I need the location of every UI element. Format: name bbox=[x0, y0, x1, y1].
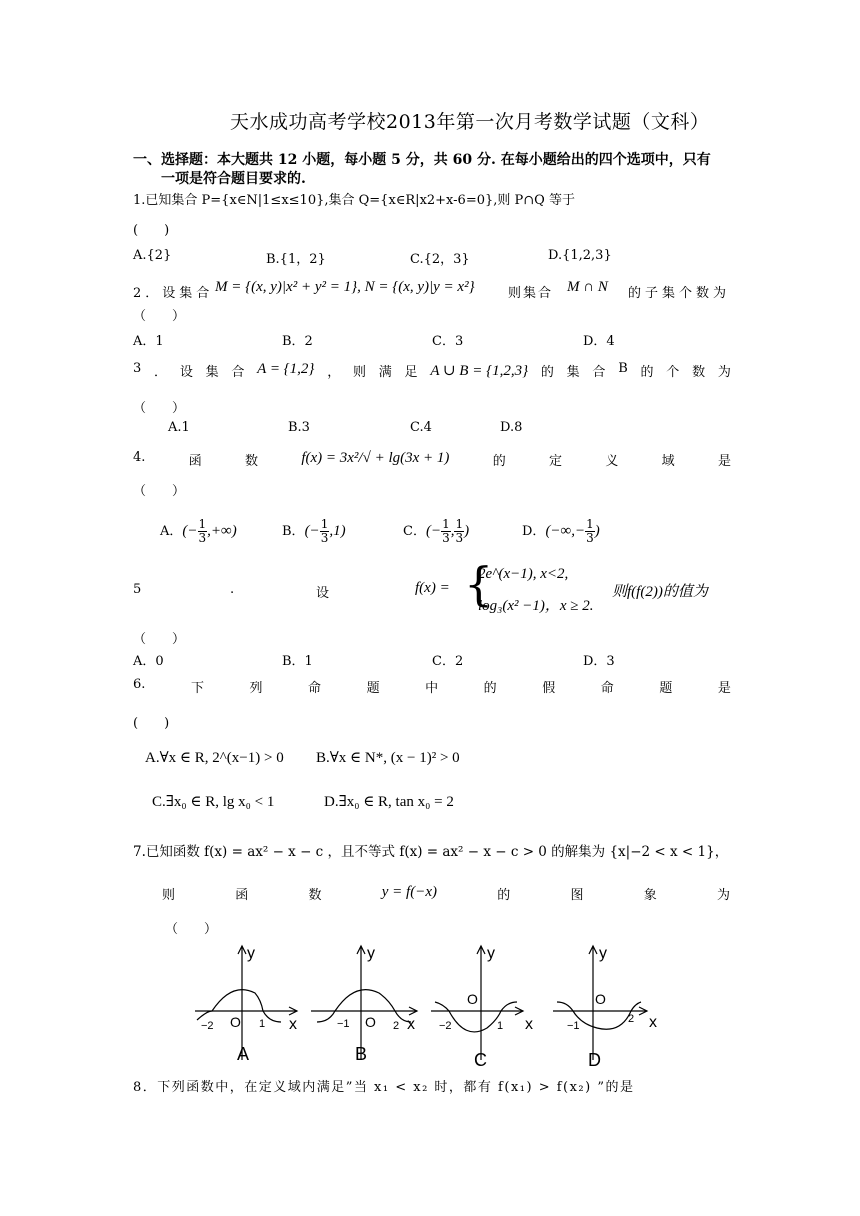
q4-option-math: ) bbox=[594, 523, 600, 539]
graph-d-tick: −1 bbox=[567, 1020, 580, 1032]
q6-word: 是 bbox=[717, 681, 731, 696]
q2-option-a: A．1 bbox=[133, 334, 164, 349]
q5-fx: f(x) = bbox=[415, 580, 450, 596]
q4-option-label: C． bbox=[403, 524, 426, 539]
q5-case-2: log₃(x² −1)，x ≥ 2. bbox=[478, 598, 594, 614]
q4-option-math: ) bbox=[464, 523, 470, 539]
q7-word: 图 bbox=[570, 888, 584, 903]
graph-b-origin-label: O bbox=[365, 1014, 376, 1030]
graph-a-letter: A bbox=[237, 1044, 250, 1064]
q3-word: 集 bbox=[566, 365, 580, 380]
q6-stem bbox=[133, 677, 731, 696]
graph-d-tick: 2 bbox=[628, 1013, 635, 1025]
q2-stem-mid: 则集合 bbox=[508, 286, 554, 301]
q7-stem-2 bbox=[162, 884, 730, 903]
graph-b-curve bbox=[317, 990, 411, 1022]
fraction-numerator: 1 bbox=[455, 517, 464, 531]
q3-word: ， bbox=[327, 365, 341, 380]
q8-stem: 8．下列函数中，在定义域内满足”当 x₁ < x₂ 时，都有 f(x₁) > f(x₂) ”的是 bbox=[133, 1080, 635, 1095]
q3-word: 为 bbox=[717, 365, 731, 380]
q1-option-c: C.{2，3} bbox=[410, 252, 470, 267]
fraction-denominator: 3 bbox=[586, 531, 594, 545]
fraction-numerator: 1 bbox=[442, 517, 450, 531]
q4-option-a bbox=[160, 518, 237, 545]
graph-d-origin-label: O bbox=[595, 991, 606, 1007]
graph-a-origin-label: O bbox=[230, 1014, 241, 1030]
q5-option-d: D．3 bbox=[583, 654, 615, 669]
q4-option-c bbox=[403, 518, 469, 545]
q6-word: 命 bbox=[308, 681, 322, 696]
graph-b bbox=[311, 946, 417, 1060]
graph-c-x-label: x bbox=[525, 1016, 533, 1033]
q5-option-a: A．0 bbox=[133, 654, 164, 669]
q4-option-fraction bbox=[585, 518, 595, 545]
graph-b-tick: −1 bbox=[337, 1018, 350, 1030]
q3-word: 足 bbox=[404, 365, 418, 380]
graph-a-y-label: y bbox=[247, 945, 255, 962]
q7-graphs bbox=[185, 938, 675, 1070]
q4-option-label: D． bbox=[522, 524, 546, 539]
q3-word: 满 bbox=[378, 365, 392, 380]
q3-word: 3 bbox=[133, 361, 142, 376]
graph-d-letter: D bbox=[588, 1050, 601, 1070]
q3-option-d: D.8 bbox=[500, 420, 523, 435]
q4-option-math: (− bbox=[304, 523, 320, 539]
fraction-denominator: 3 bbox=[442, 531, 450, 545]
q7-word: 数 bbox=[308, 888, 322, 903]
q4-option-fraction bbox=[198, 518, 208, 545]
q3-word: 合 bbox=[592, 365, 606, 380]
q7-word: 为 bbox=[716, 888, 730, 903]
q6-option-c: C.∃x₀ ∈ R, lg x₀ < 1 bbox=[152, 794, 275, 810]
q4-word: 是 bbox=[717, 454, 731, 469]
q2-option-c: C．3 bbox=[432, 334, 464, 349]
q5-dot: . bbox=[230, 582, 235, 597]
graph-c-tick: 1 bbox=[497, 1020, 504, 1032]
q6-word: 假 bbox=[542, 681, 556, 696]
q7-word: 象 bbox=[643, 888, 657, 903]
q4-function-math: f(x) = 3x²/√ + lg(3x + 1) bbox=[301, 450, 450, 466]
q4-option-math: (−∞,− bbox=[545, 523, 586, 539]
q5-option-c: C．2 bbox=[432, 654, 464, 669]
q3-word: 设 bbox=[179, 365, 193, 380]
q4-blank: （ ） bbox=[133, 484, 186, 499]
q2-stem-end: 的子集个数为 bbox=[628, 286, 731, 301]
q5-tail: 则f(f(2))的值为 bbox=[612, 584, 708, 600]
q2-blank: （ ） bbox=[133, 309, 186, 324]
q5-blank: （ ） bbox=[133, 632, 186, 647]
section-header: 一、选择题：本大题共 12 小题，每小题 5 分，共 60 分. 在每小题给出的四个选项中，只有 bbox=[133, 152, 711, 168]
q4-option-fraction bbox=[454, 518, 464, 545]
q1-option-b: B.{1，2} bbox=[266, 252, 326, 267]
q6-word: 的 bbox=[483, 681, 497, 696]
q3-word: B bbox=[618, 361, 628, 376]
q4-option-label: B． bbox=[282, 524, 305, 539]
q7-function-math: y = f(−x) bbox=[381, 884, 437, 900]
q4-option-math: ,+∞) bbox=[207, 523, 237, 539]
graph-a-x-label: x bbox=[289, 1016, 297, 1033]
fraction-denominator: 3 bbox=[455, 531, 464, 545]
q4-option-label: A． bbox=[160, 524, 183, 539]
q6-option-b: B.∀x ∈ N*, (x − 1)² > 0 bbox=[316, 750, 460, 766]
q2-stem-start: 2．设集合 bbox=[133, 286, 214, 301]
fraction-denominator: 3 bbox=[320, 531, 329, 545]
graph-c-y-label: y bbox=[487, 945, 495, 962]
q7-word: 的 bbox=[497, 888, 511, 903]
graph-b-tick: 2 bbox=[393, 1020, 400, 1032]
q4-word: 定 bbox=[549, 454, 563, 469]
q3-word: 数 bbox=[692, 365, 706, 380]
q7-word: 函 bbox=[235, 888, 249, 903]
q4-option-math: ,1) bbox=[329, 523, 346, 539]
q6-option-d: D.∃x₀ ∈ R, tan x₀ = 2 bbox=[324, 794, 454, 810]
fraction-numerator: 1 bbox=[320, 517, 329, 531]
q2-intersection-math: M ∩ N bbox=[567, 279, 608, 295]
q4-option-fraction bbox=[441, 518, 451, 545]
q7-stem: 7.已知函数 f(x) = ax² − x − c ，且不等式 f(x) = ax² − x − c > 0 的解集为 {x|−2 < x < 1}， bbox=[133, 844, 729, 860]
q6-blank: ( ) bbox=[133, 716, 170, 731]
graph-c-origin-label: O bbox=[467, 991, 478, 1007]
q3-word: 的 bbox=[640, 365, 654, 380]
q3-union-math: A ∪ B = {1,2,3} bbox=[430, 363, 529, 379]
q4-option-fraction bbox=[320, 518, 330, 545]
graph-c-tick: −2 bbox=[439, 1020, 452, 1032]
q4-option-d bbox=[522, 518, 600, 545]
q3-word: 则 bbox=[352, 365, 366, 380]
q4-stem bbox=[133, 450, 731, 469]
q1-stem: 1.已知集合 P={x∈N|1≤x≤10},集合 Q={x∈R|x2+x-6=0},则 P∩Q 等于 bbox=[133, 193, 575, 208]
q6-word: 命 bbox=[600, 681, 614, 696]
graph-b-letter: B bbox=[355, 1044, 368, 1064]
q6-word: 列 bbox=[249, 681, 263, 696]
q4-option-math: (− bbox=[182, 523, 198, 539]
q5-option-b: B．1 bbox=[282, 654, 313, 669]
graph-a-tick: 1 bbox=[259, 1018, 266, 1030]
q3-option-c: C.4 bbox=[410, 420, 432, 435]
q7-blank: （ ） bbox=[165, 922, 218, 937]
q4-word: 的 bbox=[492, 454, 506, 469]
q1-option-a: A.{2} bbox=[133, 248, 172, 263]
q3-word: 个 bbox=[666, 365, 680, 380]
q5-case-1: 2e^(x−1), x<2, bbox=[478, 566, 569, 582]
section-header-cont: 一项是符合题目要求的. bbox=[161, 171, 306, 187]
q3-word: 的 bbox=[540, 365, 554, 380]
q7-word: 则 bbox=[162, 888, 176, 903]
q6-word: 中 bbox=[425, 681, 439, 696]
q4-word: 4. bbox=[133, 450, 146, 465]
q4-word: 函 bbox=[188, 454, 202, 469]
graph-d-y-label: y bbox=[599, 945, 607, 962]
q5-number: 5 bbox=[133, 582, 142, 597]
q3-stem bbox=[133, 361, 731, 380]
graph-b-y-label: y bbox=[367, 945, 375, 962]
graph-c-letter: C bbox=[474, 1050, 487, 1070]
q1-option-d: D.{1,2,3} bbox=[548, 248, 612, 263]
fraction-numerator: 1 bbox=[198, 517, 207, 531]
q5-brace-icon: { bbox=[464, 557, 494, 611]
q6-word: 题 bbox=[659, 681, 673, 696]
q6-word: 题 bbox=[366, 681, 380, 696]
page-title: 天水成功高考学校2013年第一次月考数学试题（文科） bbox=[230, 111, 710, 133]
q6-word: 下 bbox=[190, 681, 204, 696]
q6-word: 6. bbox=[133, 677, 146, 692]
q3-blank: （ ） bbox=[133, 401, 186, 416]
q2-option-b: B．2 bbox=[282, 334, 313, 349]
q5-word: 设 bbox=[316, 586, 330, 601]
q4-word: 义 bbox=[605, 454, 619, 469]
graph-a bbox=[195, 946, 297, 1060]
q4-word: 数 bbox=[245, 454, 259, 469]
q3-option-a: A.1 bbox=[168, 420, 190, 435]
graph-a-tick: −2 bbox=[201, 1020, 214, 1032]
fraction-denominator: 3 bbox=[198, 531, 207, 545]
graph-d-x-label: x bbox=[649, 1014, 657, 1031]
q6-option-a: A.∀x ∈ R, 2^(x−1) > 0 bbox=[145, 750, 284, 766]
q1-blank: ( ) bbox=[133, 223, 170, 238]
q3-option-b: B.3 bbox=[288, 420, 310, 435]
q3-word: ． bbox=[154, 365, 168, 380]
q2-sets-math: M = {(x, y)|x² + y² = 1}, N = {(x, y)|y = x²} bbox=[215, 279, 475, 295]
q2-option-d: D．4 bbox=[583, 334, 615, 349]
graph-b-x-label: x bbox=[407, 1016, 415, 1033]
q3-set-a-math: A = {1,2} bbox=[257, 361, 315, 377]
q4-word: 域 bbox=[661, 454, 675, 469]
q4-option-math: (− bbox=[425, 523, 442, 539]
q3-word: 合 bbox=[231, 365, 245, 380]
q4-option-math: , bbox=[450, 523, 455, 539]
q3-word: 集 bbox=[205, 365, 219, 380]
q4-option-b bbox=[282, 518, 346, 545]
fraction-numerator: 1 bbox=[586, 517, 594, 531]
